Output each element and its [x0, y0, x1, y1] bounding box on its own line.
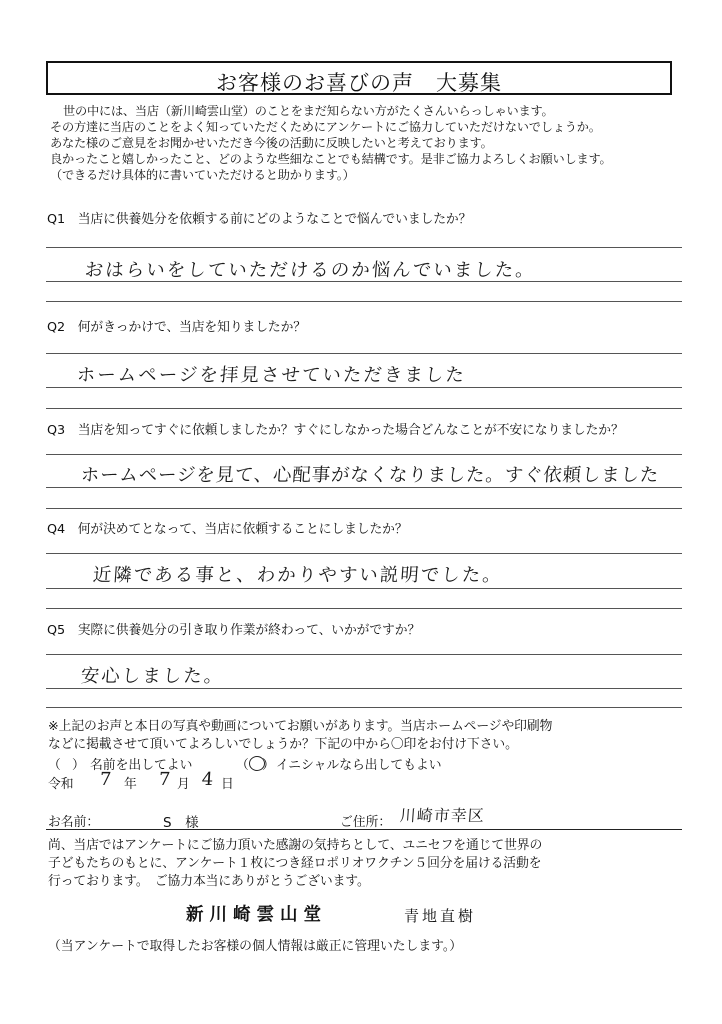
shop-name: 新川崎雲山堂 — [186, 905, 327, 925]
name-value: S 様 — [163, 815, 199, 831]
answer-rule — [46, 608, 682, 609]
date-month: 7 — [158, 769, 173, 790]
question-5-answer: 安心しました。 — [80, 666, 226, 687]
notice-line-2: などに掲載させて頂いてよろしいでしょうか？下記の中から〇印をお付け下さい。 — [48, 737, 518, 752]
answer-rule — [46, 588, 682, 589]
question-1-label: Q1 当店に供養処分を依頼する前にどのようなことで悩んでいましたか？ — [47, 212, 472, 227]
answer-rule — [46, 553, 682, 554]
intro-line-5: （できるだけ具体的に書いていただけると助かります。） — [50, 168, 355, 182]
answer-rule — [46, 688, 682, 689]
answer-rule — [46, 408, 682, 409]
footer-line-1: 尚、当店ではアンケートにご協力頂いた感謝の気持ちとして、ユニセフを通じて世界の — [48, 838, 543, 853]
question-3-answer: ホームページを見て、心配事がなくなりました。すぐ依頼しました — [80, 465, 660, 486]
question-2-answer: ホームページを拝見させていただきました — [76, 365, 467, 386]
date-day: 4 — [201, 769, 216, 790]
answer-rule — [46, 387, 682, 388]
answer-rule — [46, 654, 682, 655]
intro-line-2: その方達に当店のことをよく知っていただくためにアンケートにご協力していただけないでしょうか。 — [50, 120, 601, 134]
date-month-unit: 月 — [177, 777, 190, 792]
intro-line-1: 世の中には、当店（新川崎雲山堂）のことをまだ知らない方がたくさんいらっしゃいます。 — [63, 104, 554, 118]
privacy-note: （当アンケートで取得したお客様の個人情報は厳正に管理いたします。） — [48, 939, 463, 954]
intro-line-3: あなた様のご意見をお聞かせいただき今後の活動に反映したいと考えております。 — [50, 136, 493, 150]
option-name-close-paren: ） — [72, 758, 85, 773]
address-value: 川崎市幸区 — [399, 806, 486, 825]
notice-line-1: ※上記のお声と本日の写真や動画についてお願いがあります。当店ホームページや印刷物 — [48, 719, 553, 734]
option-initial-ok[interactable]: イニシャルなら出してもよい — [276, 758, 442, 773]
date-day-unit: 日 — [221, 777, 234, 792]
title-box — [46, 61, 672, 95]
signature-rule — [46, 829, 682, 830]
question-1-answer: おはらいをしていただけるのか悩んでいました。 — [84, 260, 537, 281]
answer-rule — [46, 508, 682, 509]
answer-rule — [46, 247, 682, 248]
page-title: お客様のお喜びの声 大募集 — [216, 71, 502, 95]
answer-rule — [46, 707, 682, 708]
answer-rule — [46, 281, 682, 282]
date-era: 令和 — [48, 777, 74, 792]
option-name-open-paren: （ — [48, 758, 61, 773]
question-4-label: Q4 何が決めてとなって、当店に依頼することにしましたか？ — [47, 522, 408, 537]
answer-rule — [46, 454, 682, 455]
question-2-label: Q2 何がきっかけで、当店を知りましたか？ — [47, 320, 306, 335]
address-label: ご住所： — [340, 815, 392, 830]
option-initial-close-paren: ） — [262, 758, 275, 773]
intro-line-4: 良かったこと嬉しかったこと、どのような些細なことでも結構です。是非ご協力よろしくお願いします。 — [50, 152, 612, 166]
date-year-unit: 年 — [124, 777, 137, 792]
answer-rule — [46, 487, 682, 488]
answer-rule — [46, 353, 682, 354]
answer-rule — [46, 301, 682, 302]
footer-line-2: 子どもたちのもとに、アンケート１枚につき経ロポリオワクチン５回分を届ける活動を — [48, 856, 542, 871]
question-4-answer: 近隣である事と、わかりやすい説明でした。 — [92, 565, 504, 586]
date-year: 7 — [99, 769, 114, 790]
owner-name: 青地直樹 — [404, 907, 477, 925]
option-initial-open-paren: （ — [236, 758, 249, 773]
question-3-label: Q3 当店を知ってすぐに依頼しましたか？すぐにしなかった場合どんなことが不安になりましたか？ — [47, 423, 624, 438]
name-label: お名前： — [48, 815, 100, 830]
footer-line-3: 行っております。 ご協力本当にありがとうございます。 — [48, 874, 370, 889]
question-5-label: Q5 実際に供養処分の引き取り作業が終わって、いかがですか？ — [47, 623, 421, 638]
option-name-ok[interactable]: 名前を出してよい — [90, 758, 193, 773]
